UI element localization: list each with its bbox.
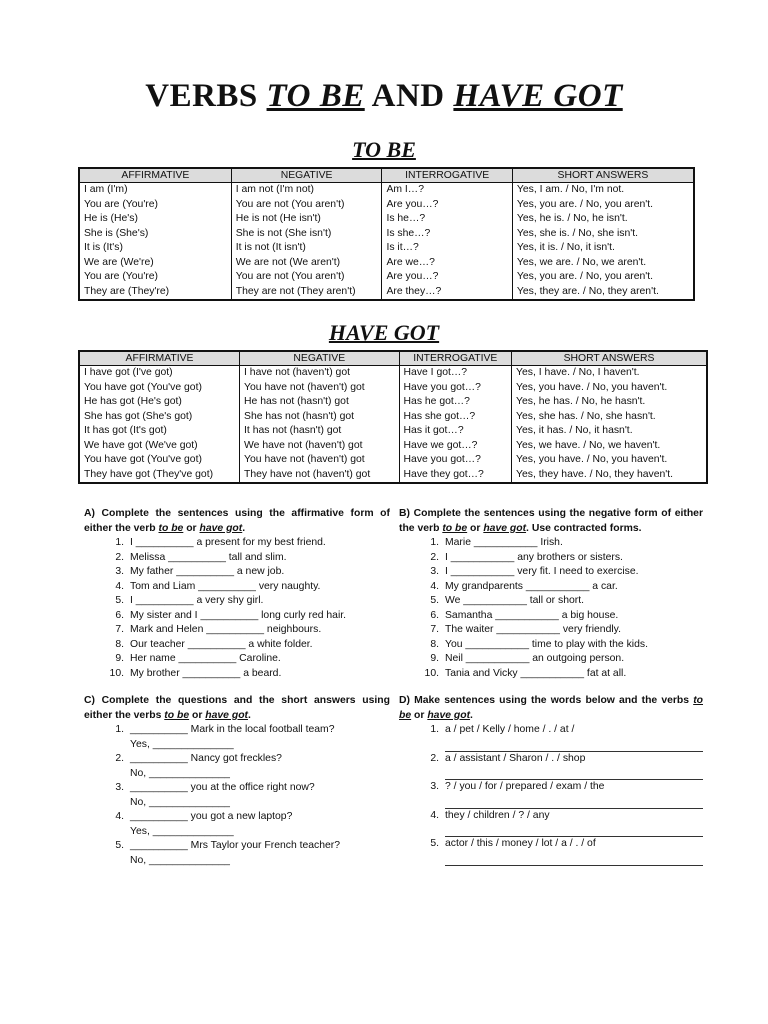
item-text: they / children / ? / any	[445, 809, 550, 821]
column-header: SHORT ANSWERS	[512, 168, 694, 183]
table-cell: Yes, he has. / No, he hasn't.	[512, 395, 707, 410]
exercise-item	[399, 652, 703, 667]
exercise-d-list	[399, 723, 703, 866]
exercise-item	[84, 638, 390, 653]
table-row	[79, 198, 694, 213]
answer-line	[445, 823, 703, 837]
table-cell: You have not (haven't) got	[240, 453, 400, 468]
short-answer: No, ______________	[130, 767, 230, 779]
item-text: Melissa __________ tall and slim.	[130, 551, 287, 563]
table-cell: It is not (It isn't)	[231, 241, 382, 256]
table-cell: Have they got…?	[399, 468, 512, 484]
exercise-item	[399, 536, 703, 551]
table-cell: You have got (You've got)	[79, 453, 240, 468]
table-cell: He is not (He isn't)	[231, 212, 382, 227]
table-cell: Have you got…?	[399, 453, 512, 468]
exercise-item	[399, 780, 703, 795]
item-number: 8.	[430, 638, 439, 650]
exercise-c-list	[84, 723, 390, 868]
item-text: __________ you got a new laptop?	[130, 811, 293, 822]
exercise-item	[84, 810, 390, 825]
table-cell: Yes, you have. / No, you haven't.	[512, 381, 707, 396]
item-number: 4.	[430, 809, 439, 821]
table-cell: You are (You're)	[79, 198, 231, 213]
table-cell: I am (I'm)	[79, 183, 231, 198]
table-header-row	[79, 351, 707, 366]
column-header: INTERROGATIVE	[382, 168, 512, 183]
exercise-item	[399, 752, 703, 767]
title-text: VERBS	[145, 78, 267, 114]
exercise-item	[399, 594, 703, 609]
title-text-and: AND	[364, 78, 454, 114]
table-cell: Are they…?	[382, 285, 512, 301]
item-text: __________ Mrs Taylor your French teacher?	[130, 840, 341, 851]
table-cell: Am I…?	[382, 183, 512, 198]
table-cell: Yes, she has. / No, she hasn't.	[512, 410, 707, 425]
item-text: The waiter ___________ very friendly.	[445, 624, 621, 635]
table-cell: Yes, it is. / No, it isn't.	[512, 241, 694, 256]
column-header: INTERROGATIVE	[399, 351, 512, 366]
item-number: 5.	[430, 595, 439, 606]
item-text: __________ you at the office right now?	[130, 782, 315, 793]
table-row	[79, 212, 694, 227]
item-number: 3.	[430, 781, 439, 792]
table-cell: Yes, he is. / No, he isn't.	[512, 212, 694, 227]
item-number: 3.	[115, 566, 124, 577]
table-cell: You are not (You aren't)	[231, 270, 382, 285]
table-cell: They have got (They've got)	[79, 468, 240, 484]
exercise-d-instructions: D) Make sentences using the words below and the verbs to be or have got.	[399, 695, 703, 721]
table-row	[79, 366, 707, 381]
table-cell: Have I got…?	[399, 366, 512, 381]
item-text: I ___________ very fit. I need to exercise.	[445, 566, 639, 577]
item-number: 1.	[115, 724, 124, 735]
item-number: 2.	[115, 551, 124, 563]
table-cell: Are you…?	[382, 270, 512, 285]
table-cell: Yes, it has. / No, it hasn't.	[512, 424, 707, 439]
item-number: 3.	[115, 782, 124, 793]
exercise-a-instructions: A) Complete the sentences using the affirmative form of either the verb to be or have got.	[84, 508, 390, 534]
table-cell: Yes, they are. / No, they aren't.	[512, 285, 694, 301]
answer-line	[445, 852, 703, 866]
table-row	[79, 395, 707, 410]
table-cell: She is not (She isn't)	[231, 227, 382, 242]
item-number: 3.	[430, 566, 439, 577]
exercise-item	[84, 723, 390, 738]
exercise-item	[84, 609, 390, 624]
table-cell: Yes, you are. / No, you aren't.	[512, 270, 694, 285]
column-header: AFFIRMATIVE	[79, 351, 240, 366]
exercise-item	[399, 565, 703, 580]
table-cell: You are not (You aren't)	[231, 198, 382, 213]
table-row	[79, 468, 707, 484]
item-number: 1.	[430, 724, 439, 735]
table-cell: Has it got…?	[399, 424, 512, 439]
exercise-b	[399, 507, 703, 681]
table-cell: I have not (haven't) got	[240, 366, 400, 381]
item-number: 9.	[430, 653, 439, 664]
exercise-item	[399, 837, 703, 852]
exercise-item	[84, 580, 390, 595]
table-cell: He has not (hasn't) got	[240, 395, 400, 410]
short-answer: Yes, ______________	[130, 825, 234, 837]
table-cell: I have got (I've got)	[79, 366, 240, 381]
table-cell: Yes, I am. / No, I'm not.	[512, 183, 694, 198]
exercise-item	[84, 594, 390, 609]
item-number: 10.	[424, 667, 439, 679]
table-cell: It has not (hasn't) got	[240, 424, 400, 439]
item-number: 1.	[430, 537, 439, 548]
exercise-item	[399, 638, 703, 653]
item-number: 2.	[430, 752, 439, 764]
exercise-d	[399, 694, 703, 866]
table-cell: Yes, you are. / No, you aren't.	[512, 198, 694, 213]
item-text: I __________ a present for my best friend.	[130, 537, 326, 548]
table-row	[79, 424, 707, 439]
item-text: My brother __________ a beard.	[130, 667, 282, 679]
exercise-item	[84, 752, 390, 767]
item-number: 2.	[430, 551, 439, 563]
title-keyword-have-got: HAVE GOT	[453, 78, 623, 114]
exercise-item	[399, 551, 703, 566]
item-text: ? / you / for / prepared / exam / the	[445, 781, 605, 792]
item-number: 5.	[115, 595, 124, 606]
table-row	[79, 439, 707, 454]
item-text: Her name __________ Caroline.	[130, 653, 281, 664]
to-be-heading: TO BE	[352, 137, 416, 162]
table-cell: Yes, we are. / No, we aren't.	[512, 256, 694, 271]
exercise-a	[84, 507, 390, 681]
item-text: My sister and I __________ long curly red hair.	[130, 609, 347, 621]
column-header: AFFIRMATIVE	[79, 168, 231, 183]
table-cell: Are you…?	[382, 198, 512, 213]
exercise-item	[84, 781, 390, 796]
page-title	[0, 78, 768, 115]
exercise-c	[84, 694, 390, 868]
exercise-item	[399, 667, 703, 682]
table-cell: She has not (hasn't) got	[240, 410, 400, 425]
item-text: Tom and Liam __________ very naughty.	[130, 580, 321, 592]
exercise-item	[399, 609, 703, 624]
answer-line	[445, 795, 703, 809]
table-cell: We are not (We aren't)	[231, 256, 382, 271]
item-text: Samantha ___________ a big house.	[445, 609, 619, 621]
exercise-item	[84, 652, 390, 667]
item-number: 1.	[115, 537, 124, 548]
have-got-table	[78, 350, 708, 484]
table-cell: We have got (We've got)	[79, 439, 240, 454]
exercise-item	[399, 580, 703, 595]
table-cell: Is it…?	[382, 241, 512, 256]
table-header-row	[79, 168, 694, 183]
item-number: 7.	[430, 624, 439, 635]
table-cell: Yes, I have. / No, I haven't.	[512, 366, 707, 381]
answer-line	[445, 766, 703, 780]
exercise-item	[399, 809, 703, 824]
table-row	[79, 381, 707, 396]
item-text: Marie ___________ Irish.	[445, 537, 563, 548]
table-cell: Is she…?	[382, 227, 512, 242]
item-text: My grandparents ___________ a car.	[445, 580, 618, 592]
table-cell: We are (We're)	[79, 256, 231, 271]
table-cell: She has got (She's got)	[79, 410, 240, 425]
item-text: __________ Mark in the local football team?	[130, 724, 335, 735]
table-cell: Yes, we have. / No, we haven't.	[512, 439, 707, 454]
exercise-item	[84, 565, 390, 580]
exercise-c-instructions: C) Complete the questions and the short answers using either the verbs to be or have got.	[84, 695, 390, 721]
item-text: We ___________ tall or short.	[445, 595, 585, 606]
item-text: Mark and Helen __________ neighbours.	[130, 624, 322, 635]
short-answer: No, ______________	[130, 796, 230, 808]
table-cell: Yes, they have. / No, they haven't.	[512, 468, 707, 484]
exercise-a-list	[84, 536, 390, 681]
item-number: 8.	[115, 638, 124, 650]
table-cell: It has got (It's got)	[79, 424, 240, 439]
table-cell: He is (He's)	[79, 212, 231, 227]
table-row	[79, 285, 694, 301]
item-number: 6.	[115, 609, 124, 621]
table-cell: He has got (He's got)	[79, 395, 240, 410]
table-row	[79, 270, 694, 285]
item-number: 6.	[430, 609, 439, 621]
item-number: 2.	[115, 753, 124, 764]
table-cell: They are (They're)	[79, 285, 231, 301]
table-row	[79, 183, 694, 198]
table-cell: Has she got…?	[399, 410, 512, 425]
item-text: You ___________ time to play with the kids.	[445, 638, 648, 650]
have-got-heading: HAVE GOT	[328, 320, 440, 345]
table-cell: You have not (haven't) got	[240, 381, 400, 396]
exercise-item	[84, 536, 390, 551]
table-cell: You are (You're)	[79, 270, 231, 285]
exercise-b-instructions: B) Complete the sentences using the negative form of either the verb to be or have got. Use contracted forms.	[399, 508, 703, 534]
to-be-table	[78, 167, 695, 301]
item-text: __________ Nancy got freckles?	[130, 753, 282, 764]
title-keyword-to-be: TO BE	[266, 78, 365, 114]
table-row	[79, 410, 707, 425]
table-cell: Is he…?	[382, 212, 512, 227]
item-text: I ___________ any brothers or sisters.	[445, 551, 623, 563]
table-cell: Yes, she is. / No, she isn't.	[512, 227, 694, 242]
short-answer: No, ______________	[130, 854, 230, 866]
table-cell: Have we got…?	[399, 439, 512, 454]
exercise-item	[399, 723, 703, 738]
table-cell: They have not (haven't) got	[240, 468, 400, 484]
item-number: 4.	[115, 811, 124, 822]
column-header: SHORT ANSWERS	[512, 351, 707, 366]
item-number: 4.	[430, 580, 439, 592]
table-cell: We have not (haven't) got	[240, 439, 400, 454]
table-cell: I am not (I'm not)	[231, 183, 382, 198]
table-cell: Yes, you have. / No, you haven't.	[512, 453, 707, 468]
table-cell: Has he got…?	[399, 395, 512, 410]
exercise-item	[399, 623, 703, 638]
table-cell: She is (She's)	[79, 227, 231, 242]
exercise-item	[84, 551, 390, 566]
item-number: 9.	[115, 653, 124, 664]
exercise-item	[84, 623, 390, 638]
table-cell: It is (It's)	[79, 241, 231, 256]
item-text: a / pet / Kelly / home / . / at /	[445, 724, 575, 735]
item-text: My father __________ a new job.	[130, 566, 285, 577]
table-row	[79, 256, 694, 271]
item-text: a / assistant / Sharon / . / shop	[445, 752, 586, 764]
table-cell: They are not (They aren't)	[231, 285, 382, 301]
exercise-item	[84, 667, 390, 682]
item-text: Our teacher __________ a white folder.	[130, 638, 313, 650]
item-text: Neil ___________ an outgoing person.	[445, 653, 625, 664]
table-row	[79, 241, 694, 256]
exercise-item	[84, 839, 390, 854]
column-header: NEGATIVE	[231, 168, 382, 183]
item-text: Tania and Vicky ___________ fat at all.	[445, 667, 627, 679]
column-header: NEGATIVE	[240, 351, 400, 366]
item-text: I __________ a very shy girl.	[130, 595, 264, 606]
exercise-b-list	[399, 536, 703, 681]
table-cell: Have you got…?	[399, 381, 512, 396]
item-number: 10.	[109, 667, 124, 679]
item-text: actor / this / money / lot / a / . / of	[445, 838, 596, 849]
short-answer: Yes, ______________	[130, 738, 234, 750]
table-row	[79, 227, 694, 242]
table-cell: You have got (You've got)	[79, 381, 240, 396]
item-number: 5.	[430, 838, 439, 849]
item-number: 5.	[115, 840, 124, 851]
table-cell: Are we…?	[382, 256, 512, 271]
answer-line	[445, 738, 703, 752]
item-number: 7.	[115, 624, 124, 635]
item-number: 4.	[115, 580, 124, 592]
table-row	[79, 453, 707, 468]
